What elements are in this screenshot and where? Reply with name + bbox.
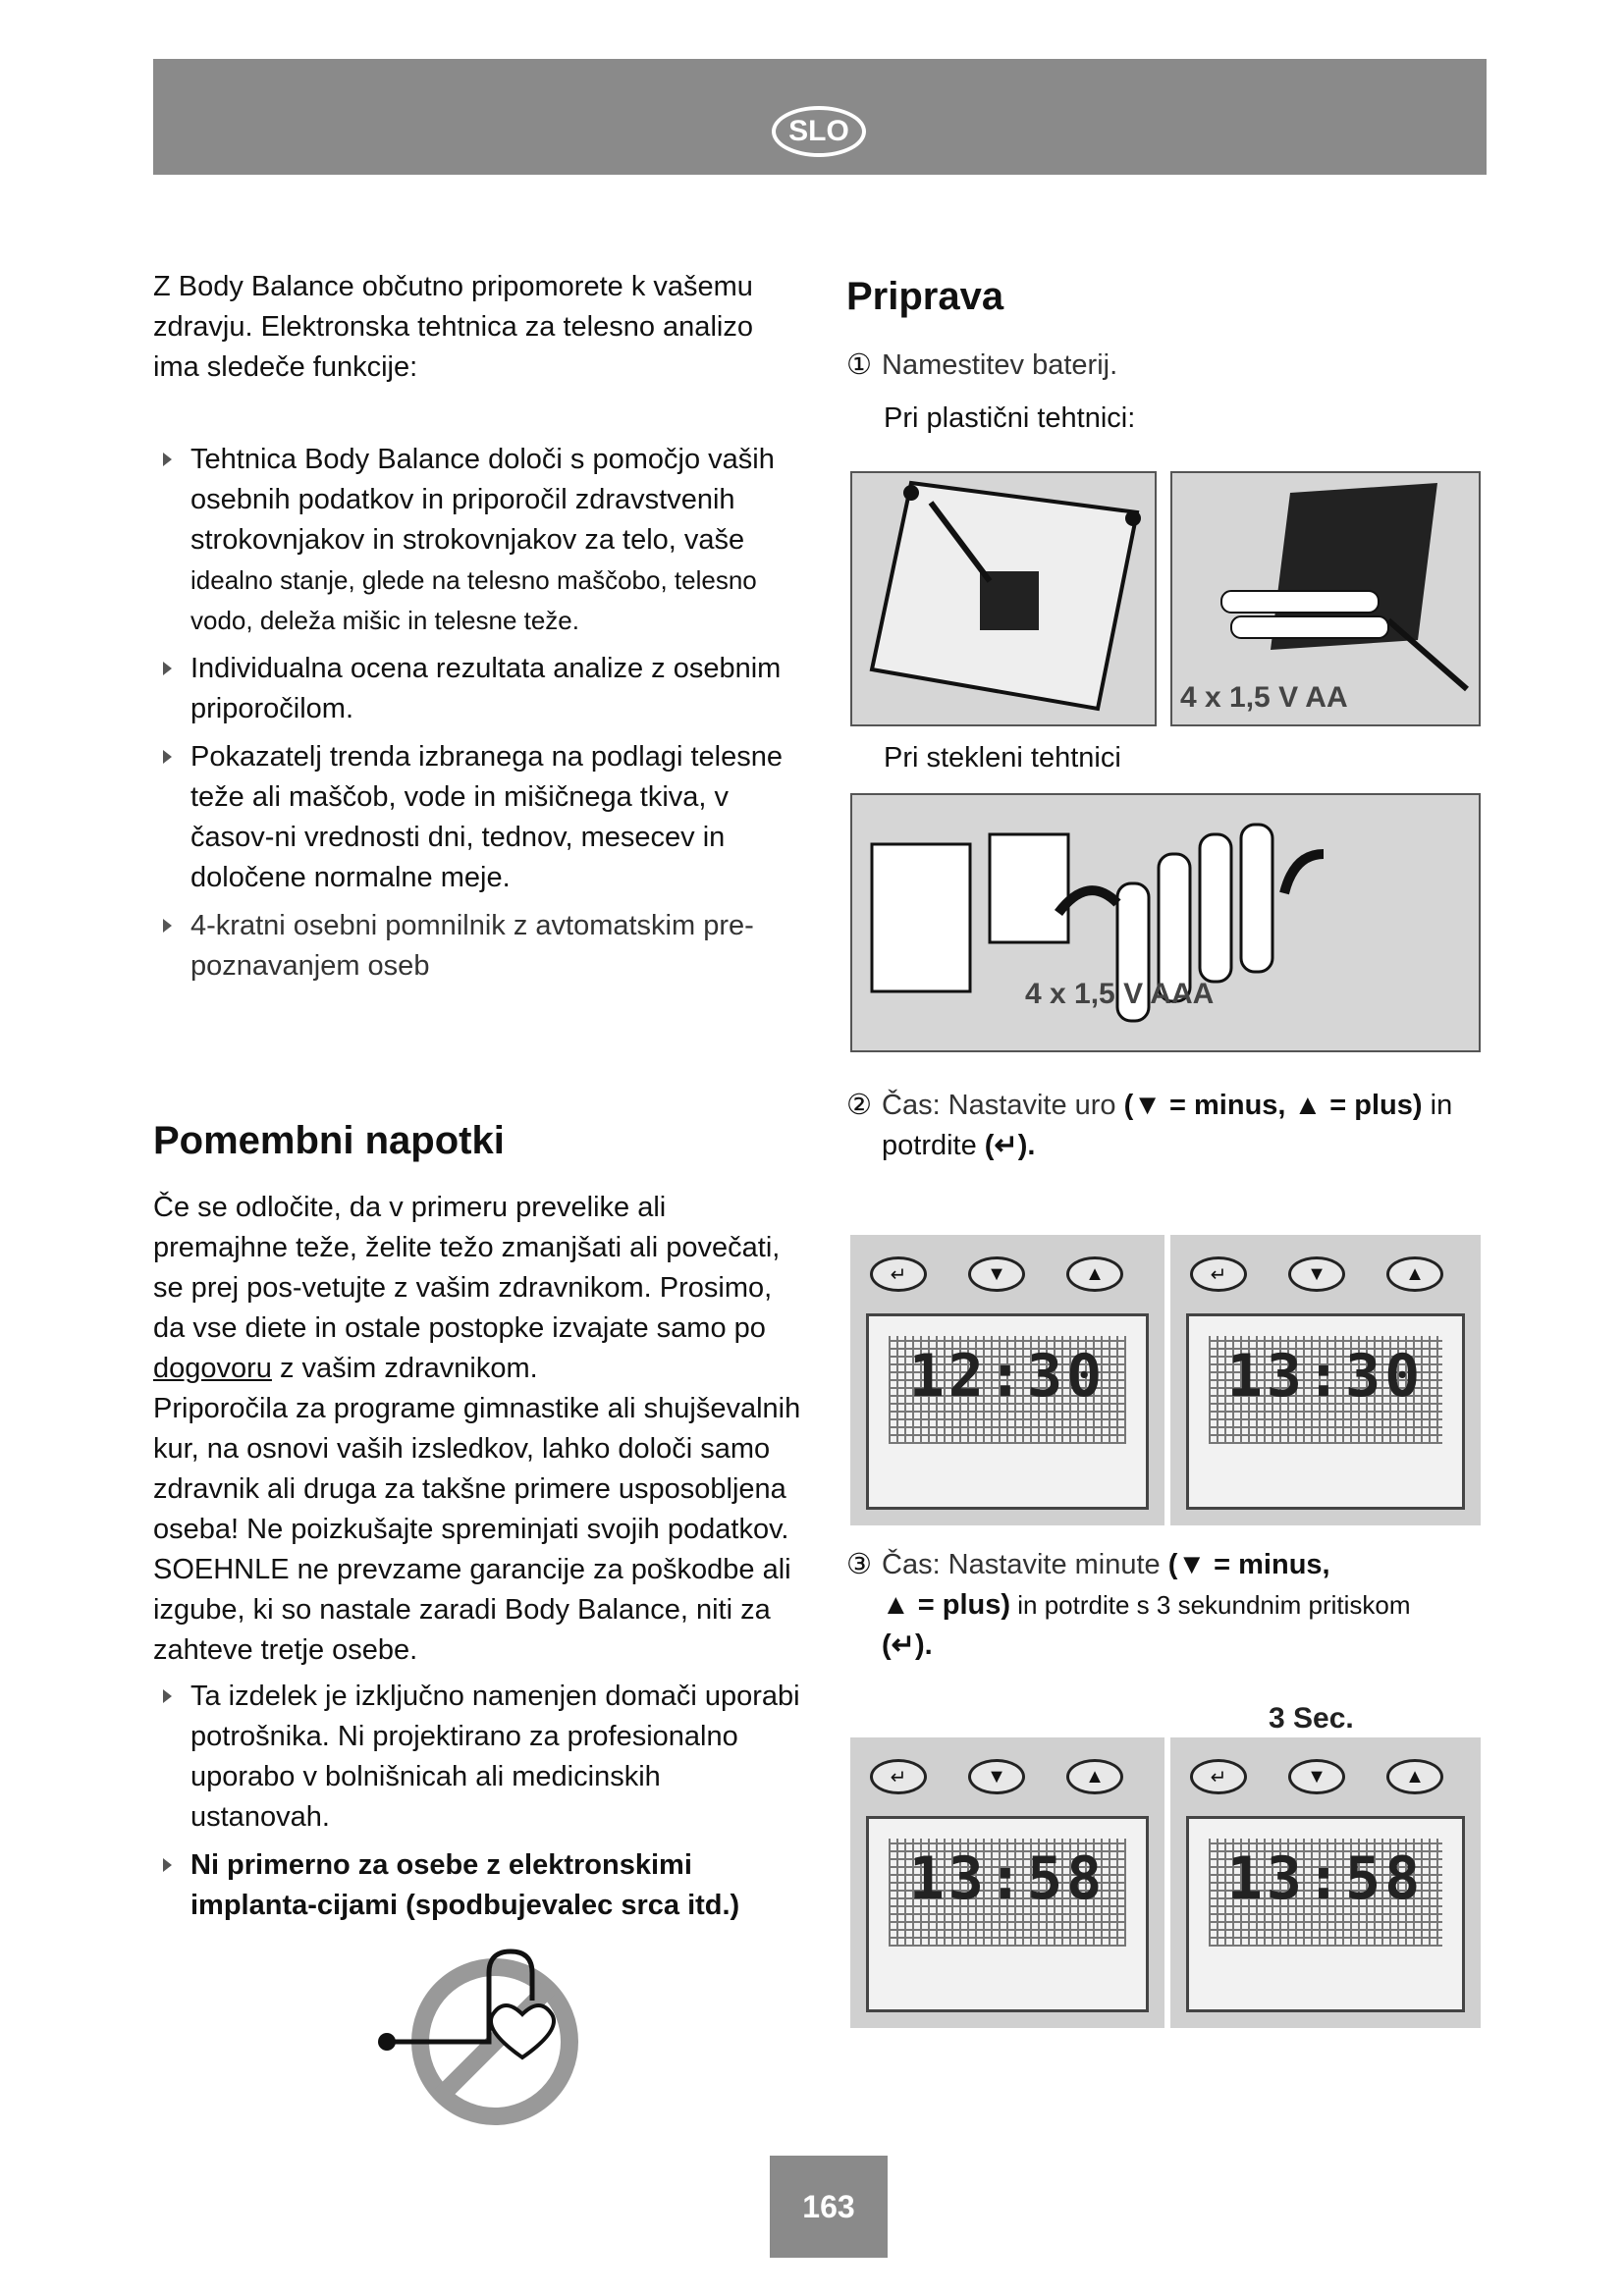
notes-paragraph-2: Priporočila za programe gimnastike ali shujševalnih kur, na osnovi vaših izsledkov, lahko določi samo zdravnik ali druga za takšne primere usposobljena oseba! Ne poizkušajte spreminjati svojih podatkov. SOEHNLE ne prevzame garancije za poškodbe ali izgube, ki so nastale zaradi Body Balance, niti za zahteve tretje osebe. xyxy=(153,1393,801,1666)
battery-caption-aa: 4 x 1,5 V AA xyxy=(1180,681,1348,714)
lcd-display xyxy=(1186,1313,1465,1510)
glass-scale-label: Pri stekleni tehtnici xyxy=(884,742,1121,774)
feature-list xyxy=(153,440,801,994)
feature-item: Individualna ocena rezultata analize z osebnim priporočilom. xyxy=(153,649,801,729)
battery-caption-aaa: 4 x 1,5 V AAA xyxy=(1025,978,1215,1010)
plastic-scale-label: Pri plastični tehtnici: xyxy=(884,402,1136,434)
scale-bottom-illustration xyxy=(852,473,1155,724)
feature-item: 4-kratni osebni pomnilnik z avtomatskim pre-poznavanjem oseb xyxy=(153,906,801,987)
lcd-display xyxy=(866,1313,1149,1510)
step-1: ① Namestitev baterij. xyxy=(846,349,1118,381)
display-time: 13:30 xyxy=(1226,1342,1425,1411)
plastic-scale-image xyxy=(850,471,1157,726)
feature-item: Tehtnica Body Balance določi s pomočjo vaših osebnih podatkov in priporočil zdravstvenih strokovnjakov in strokovnjakov za telo, vaše idealno stanje, glede na telesno maščobo, telesno vodo, deleža mišic in telesne teže. xyxy=(153,440,801,641)
glass-scale-image xyxy=(850,793,1481,1052)
enter-button[interactable]: ↵ xyxy=(1190,1256,1247,1292)
enter-button[interactable]: ↵ xyxy=(870,1256,927,1292)
preparation-title: Priprava xyxy=(846,275,1004,318)
notes-section xyxy=(153,1115,801,1934)
glass-battery-illustration xyxy=(852,795,1479,1050)
display-time: 12:30 xyxy=(908,1342,1107,1411)
display-time: 13:58 xyxy=(908,1844,1107,1913)
intro-text: Z Body Balance občutno pripomorete k vašemu zdravju. Elektronska tehtnica za telesno analizo ima sledeče funkcije: xyxy=(153,271,753,383)
down-button[interactable]: ▼ xyxy=(968,1256,1025,1292)
language-badge: SLO xyxy=(772,106,866,157)
display-panel-2 xyxy=(1170,1235,1481,1525)
enter-button[interactable]: ↵ xyxy=(870,1759,927,1794)
display-panel-1 xyxy=(850,1235,1164,1525)
no-pacemaker-icon xyxy=(373,1944,589,2130)
down-button[interactable]: ▼ xyxy=(968,1759,1025,1794)
three-sec-label: 3 Sec. xyxy=(1269,1702,1354,1735)
step-3: ③ Čas: Nastavite minute (▼ = minus, ▲ = plus) in potrdite s 3 sekundnim pritiskom (↵). xyxy=(846,1549,1411,1661)
up-button[interactable]: ▲ xyxy=(1066,1256,1123,1292)
notes-title: Pomembni napotki xyxy=(153,1119,505,1162)
display-time: 13:58 xyxy=(1226,1844,1425,1913)
lcd-display xyxy=(866,1816,1149,2012)
step-2: ② Čas: Nastavite uro (▼ = minus, ▲ = plus) in potrdite (↵). xyxy=(846,1090,1453,1161)
up-button[interactable]: ▲ xyxy=(1066,1759,1123,1794)
up-button[interactable]: ▲ xyxy=(1386,1759,1443,1794)
preparation-section xyxy=(846,271,1494,322)
display-panel-4 xyxy=(1170,1737,1481,2028)
enter-button[interactable]: ↵ xyxy=(1190,1759,1247,1794)
feature-item: Pokazatelj trenda izbranega na podlagi telesne teže ali maščob, vode in mišičnega tkiva, v časov-ni vrednosti dni, tednov, mesecev in določene normalne meje. xyxy=(153,737,801,898)
notes-bullet: Ta izdelek je izključno namenjen domači uporabi potrošnika. Ni projektirano za profesionalno uporabo v bolnišnicah ali medicinskih ustanovah. xyxy=(153,1677,801,1838)
lcd-display xyxy=(1186,1816,1465,2012)
plastic-battery-image xyxy=(1170,471,1481,726)
notes-bullet-warning: Ni primerno za osebe z elektronskimi implanta-cijami (spodbujevalec srca itd.) xyxy=(153,1845,801,1926)
page-number: 163 xyxy=(770,2156,888,2258)
down-button[interactable]: ▼ xyxy=(1288,1256,1345,1292)
down-button[interactable]: ▼ xyxy=(1288,1759,1345,1794)
notes-paragraph-1: Če se odločite, da v primeru prevelike ali premajhne teže, želite težo zmanjšati ali povečati, se prej pos-vetujte z vašim zdravnikom. Prosimo, da vse diete in ostale postopke izvajate samo po dogovoru z vašim zdravnikom. xyxy=(153,1192,781,1384)
display-panel-3 xyxy=(850,1737,1164,2028)
up-button[interactable]: ▲ xyxy=(1386,1256,1443,1292)
intro-paragraph xyxy=(153,267,801,388)
